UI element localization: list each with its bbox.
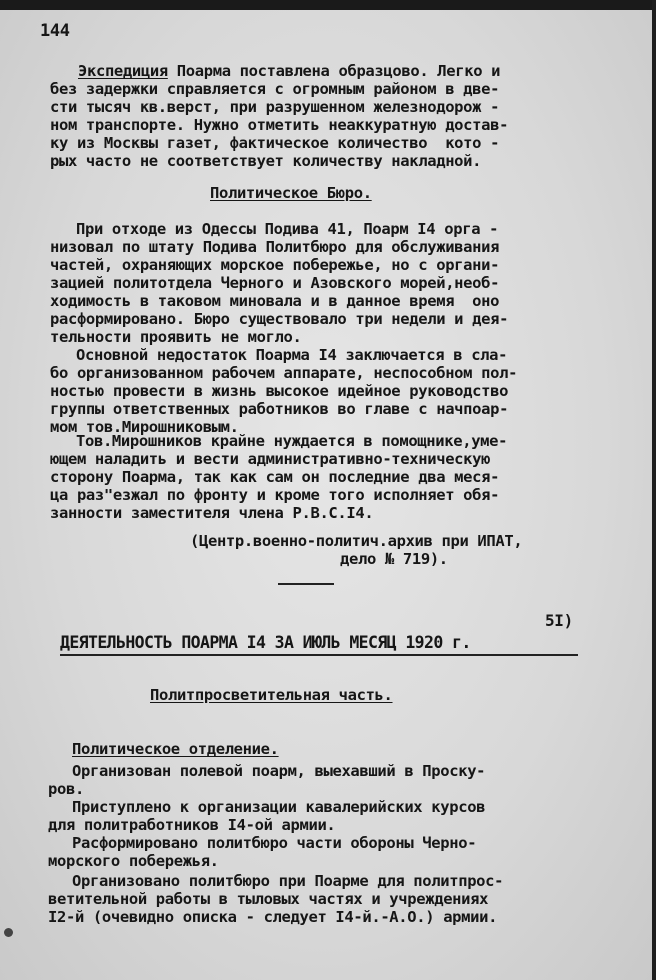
text-line: ров. (48, 780, 84, 798)
divider (278, 583, 334, 585)
scan-top-edge (0, 0, 652, 10)
page-number: 144 (40, 21, 70, 41)
text-line: для политработников I4-ой армии. (48, 816, 336, 834)
text-line: рых часто не соответствует количеству накладной. (50, 152, 482, 170)
text-line: частей, охраняющих морское побережье, но с органи- (50, 256, 500, 274)
heading-political-bureau: Политическое Бюро. (210, 184, 372, 202)
text-line: бо организованном рабочем аппарате, неспособном пол- (50, 364, 518, 382)
text-line: низовал по штату Подива Политбюро для обслуживания (50, 238, 500, 256)
text-line: сти тысяч кв.верст, при разрушенном железнодорож - (50, 98, 500, 116)
text-line: тельности проявить не могло. (50, 328, 302, 346)
binding-hole (4, 928, 13, 937)
text-line: ностью провести в жизнь высокое идейное руководство (50, 382, 509, 400)
text-line: сторону Поарма, так как сам он последние два меся- (50, 468, 500, 486)
section-title-underline (60, 654, 578, 656)
section-title: ДЕЯТЕЛЬНОСТЬ ПОАРМА I4 ЗА ИЮЛЬ МЕСЯЦ 1920 г. (60, 633, 471, 652)
text-line: мом тов.Мирошниковым. (50, 418, 239, 436)
text-line: Тов.Мирошников крайне нуждается в помощнике,уме- (76, 432, 508, 450)
subsection-title: Политпросветительная часть. (150, 686, 393, 704)
text-line: зацией политотдела Черного и Азовского морей,необ- (50, 274, 500, 292)
text-line: ветительной работы в тыловых частях и учреждениях (48, 890, 489, 908)
text-line: Экспедиция Поарма поставлена образцово. Легко и (78, 62, 501, 80)
footnote-mark: 5I) (545, 611, 573, 630)
case-number: дело № 719). (340, 550, 448, 568)
text-line: Организован полевой поарм, выехавший в Проску- (72, 762, 486, 780)
text-line: занности заместителя члена Р.В.С.I4. (50, 504, 374, 522)
text-line: расформировано. Бюро существовало три недели и дея- (50, 310, 509, 328)
subheading-political-department: Политическое отделение. (72, 740, 279, 758)
text-line: ющем наладить и вести административно-техническую (50, 450, 491, 468)
text-line: Организовано политбюро при Поарме для политпрос- (72, 872, 504, 890)
text-line: I2-й (очевидно описка - следует I4-й.-А.О.) армии. (48, 908, 498, 926)
text-line: без задержки справляется с огромным районом в две- (50, 80, 500, 98)
underlined-word: Экспедиция (78, 62, 168, 80)
text-line: ном транспорте. Нужно отметить неаккуратную достав- (50, 116, 509, 134)
text-line: морского побережья. (48, 852, 219, 870)
text-line: Основной недостаток Поарма I4 заключается в сла- (76, 346, 508, 364)
text-line: ку из Москвы газет, фактическое количество кото - (50, 134, 500, 152)
text-line: группы ответственных работников во главе с начпоар- (50, 400, 509, 418)
text-line: При отходе из Одессы Подива 41, Поарм I4 орга - (76, 220, 499, 238)
text-line: ца раз"езжал по фронту и кроме того исполняет обя- (50, 486, 500, 504)
text-line: Расформировано политбюро части обороны Черно- (72, 834, 477, 852)
text-line: Приступлено к организации кавалерийских курсов (72, 798, 486, 816)
archive-citation: (Центр.военно-политич.архив при ИПАТ, (190, 532, 523, 550)
text-line: ходимость в таковом миновала и в данное время оно (50, 292, 500, 310)
